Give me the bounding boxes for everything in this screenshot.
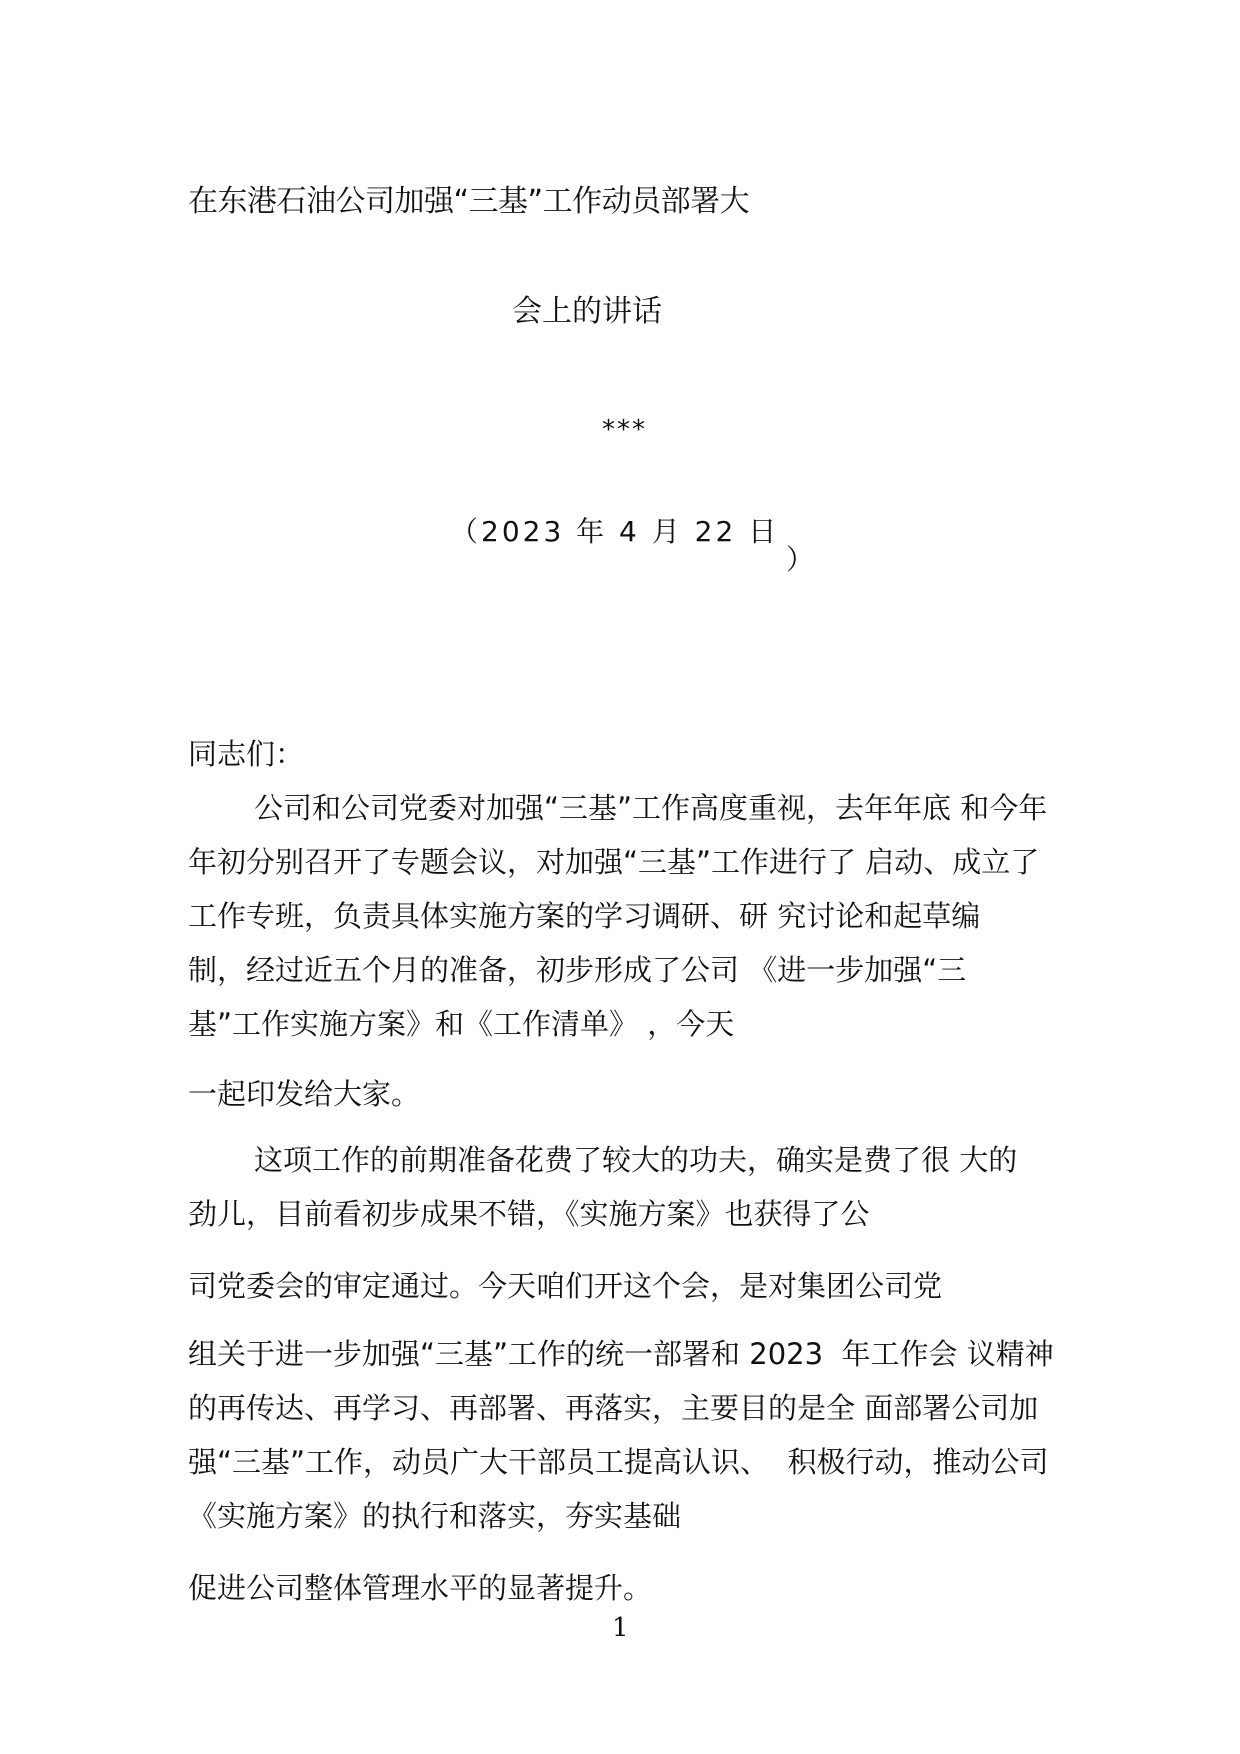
author: *** [602, 415, 647, 445]
paragraph-2-line: 促进公司整体管理水平的显著提升。 [188, 1571, 653, 1605]
paragraph-1-line: 一起印发给大家。 [188, 1077, 421, 1111]
paragraph-1-line: 制，经过近五个月的准备，初步形成了公司 《进一步加强“三 [188, 953, 967, 987]
title-line-1: 在东港石油公司加强“三基”工作动员部署大 [188, 184, 750, 219]
paragraph-2-line: 强“三基”工作，动员广大干部员工提高认识、 积极行动，推动公司 [188, 1445, 1049, 1479]
salutation: 同志们： [188, 737, 305, 771]
title-line-2: 会上的讲话 [512, 294, 662, 329]
date-closing-bracket: ） [786, 543, 815, 576]
paragraph-1-line: 基”工作实施方案》和《工作清单》 ，今天 [188, 1007, 735, 1041]
paragraph-2-line: 司党委会的审定通过。今天咱们开这个会，是对集团公司党 [188, 1269, 943, 1303]
paragraph-1-line: 年初分别召开了专题会议，对加强“三基”工作进行了 启动、成立了 [188, 845, 1040, 879]
paragraph-2-line: 的再传达、再学习、再部署、再落实，主要目的是全 面部署公司加 [188, 1391, 1039, 1425]
paragraph-1-line: 工作专班，负责具体实施方案的学习调研、研 究讨论和起草编 [188, 899, 981, 933]
paragraph-1-line: 公司和公司党委对加强“三基”工作高度重视，去年年底 和今年 [254, 791, 1048, 825]
paragraph-2-line: 劲儿，目前看初步成果不错，《实施方案》也获得了公 [188, 1197, 870, 1231]
paragraph-2-line: 《实施方案》的执行和落实，夯实基础 [188, 1499, 682, 1533]
paragraph-2-line: 这项工作的前期准备花费了较大的功夫，确实是费了很 大的 [254, 1143, 1018, 1177]
paragraph-2-line: 组关于进一步加强“三基”工作的统一部署和 2023 年工作会 议精神 [188, 1337, 1054, 1371]
page-number: 1 [612, 1613, 629, 1643]
date: （2023 年 4 月 22 日 [450, 515, 780, 548]
